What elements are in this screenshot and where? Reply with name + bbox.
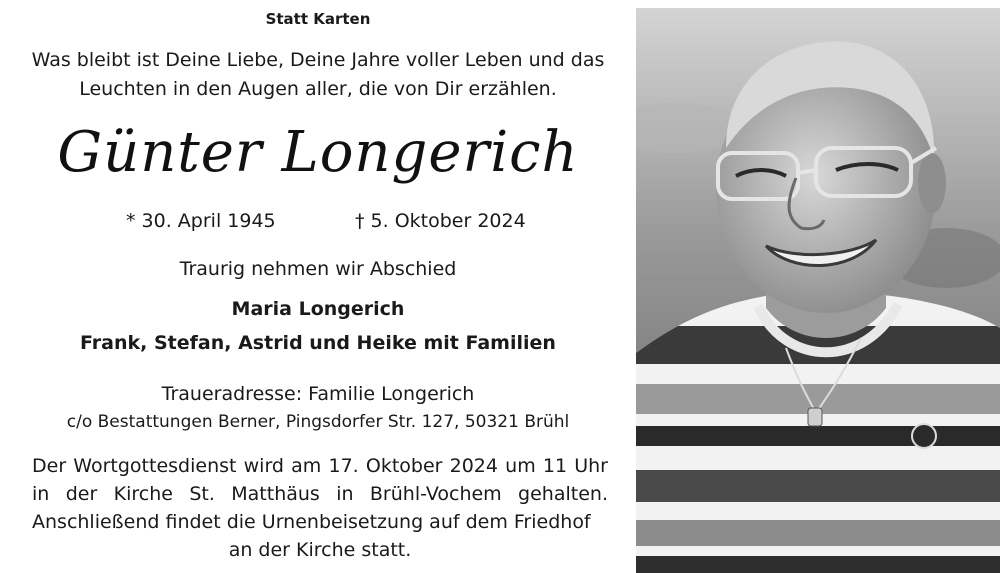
farewell-line: Traurig nehmen wir Abschied [179, 258, 457, 280]
statt-karten-label: Statt Karten [265, 10, 371, 28]
birth-date: * 30. April 1945 [126, 210, 276, 232]
quote-line-2: Leuchten in den Augen aller, die von Dir erzählen. [79, 78, 557, 100]
portrait-illustration [636, 8, 1000, 573]
service-announcement [32, 452, 608, 564]
portrait-photo [636, 8, 1000, 573]
service-text-end: an der Kirche statt. [228, 539, 412, 561]
mourner-spouse: Maria Longerich [231, 298, 405, 320]
service-text: Der Wortgottesdienst wird am 17. Oktober 2024 um 11 Uhr in der Kirche St. Matthäus in Brühl-Vochem gehalten. Anschließend findet die Urnenbeisetzung auf dem Friedhof [32, 455, 608, 533]
mourner-children: Frank, Stefan, Astrid und Heike mit Familien [80, 332, 556, 354]
condolence-address-title: Traueradresse: Familie Longerich [161, 383, 475, 405]
quote-line-1: Was bleibt ist Deine Liebe, Deine Jahre voller Leben und das [31, 49, 605, 71]
life-dates [0, 210, 636, 238]
condolence-address-detail: c/o Bestattungen Berner, Pingsdorfer Str. 127, 50321 Brühl [66, 412, 570, 432]
death-date: † 5. Oktober 2024 [355, 210, 526, 232]
deceased-name: Günter Longerich [57, 120, 579, 185]
memorial-quote [0, 46, 636, 104]
